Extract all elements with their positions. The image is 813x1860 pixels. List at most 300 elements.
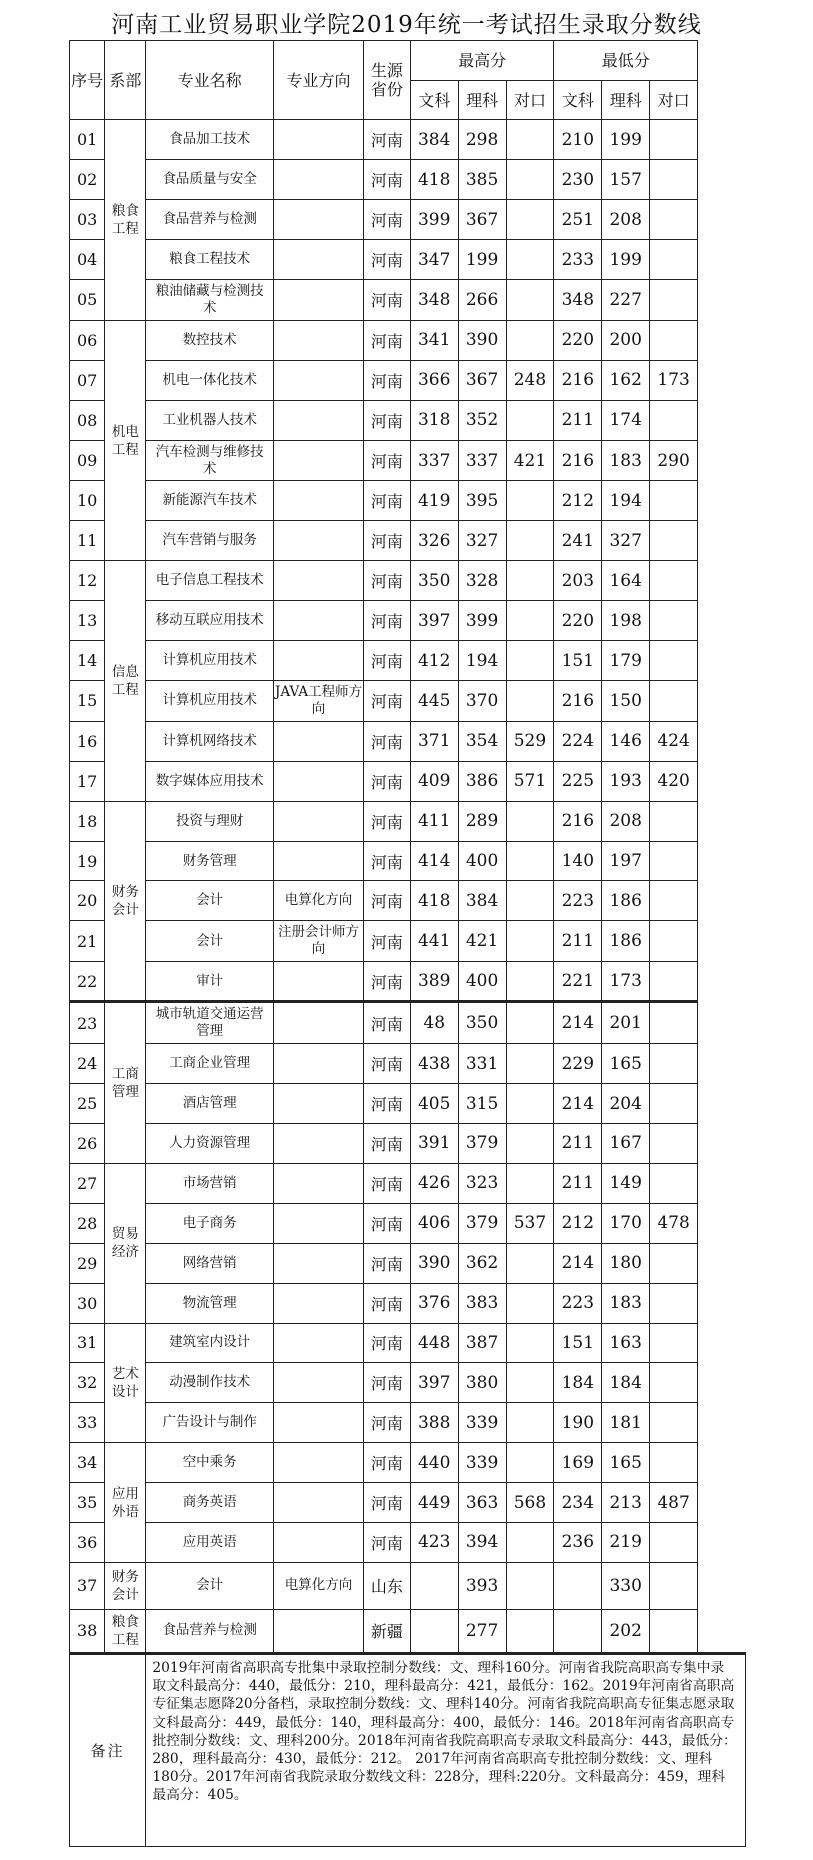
table-row [70,1283,746,1323]
seq-cell: 12 [70,561,105,601]
max-wen-cell: 414 [410,841,458,881]
max-li-cell: 194 [458,641,506,681]
max-li-cell: 395 [458,481,506,521]
max-duikou-cell [506,680,554,721]
max-duikou-cell [506,561,554,601]
min-duikou-cell [650,641,698,681]
major-cell: 计算机网络技术 [146,721,274,761]
max-li-cell: 298 [458,120,506,160]
seq-cell: 28 [70,1203,105,1243]
table-row [70,1443,746,1483]
min-li-cell: 198 [602,601,650,641]
max-duikou-cell [506,1283,554,1323]
max-duikou-cell [506,1523,554,1563]
max-wen-cell: 406 [410,1203,458,1243]
min-duikou-cell [650,521,698,561]
major-cell: 机电一体化技术 [146,360,274,400]
min-li-cell: 179 [602,641,650,681]
seq-cell: 21 [70,921,105,962]
max-duikou-cell [506,1123,554,1163]
major-cell: 会计 [146,881,274,921]
max-wen-cell: 348 [410,280,458,321]
seq-cell: 37 [70,1562,105,1609]
province-cell: 河南 [364,1283,411,1323]
min-li-cell: 186 [602,921,650,962]
max-duikou-cell [506,801,554,841]
seq-cell: 01 [70,120,105,160]
max-duikou-cell [506,1163,554,1203]
header-major: 专业名称 [146,41,274,120]
table-row [70,761,746,801]
major-cell: 会计 [146,1562,274,1609]
note-row [70,1653,746,1846]
table-row [70,280,746,321]
max-li-cell: 331 [458,1044,506,1084]
max-li-cell: 394 [458,1523,506,1563]
max-li-cell: 339 [458,1443,506,1483]
min-duikou-cell [650,1163,698,1203]
header-province: 生源省份 [364,41,411,120]
direction-cell: 注册会计师方向 [274,921,364,962]
direction-cell [274,200,364,240]
province-cell: 河南 [364,721,411,761]
major-cell: 物流管理 [146,1283,274,1323]
seq-cell: 17 [70,761,105,801]
province-cell: 河南 [364,360,411,400]
seq-cell: 09 [70,440,105,481]
direction-cell [274,721,364,761]
min-li-cell: 167 [602,1123,650,1163]
direction-cell [274,1243,364,1283]
max-duikou-cell [506,400,554,440]
table-row [70,921,746,962]
max-duikou-cell [506,1562,554,1609]
min-li-cell: 162 [602,360,650,400]
direction-cell [274,1203,364,1243]
dept-cell: 艺术设计 [105,1323,146,1443]
seq-cell: 16 [70,721,105,761]
min-duikou-cell [650,1044,698,1084]
max-wen-cell: 423 [410,1523,458,1563]
direction-cell [274,1523,364,1563]
min-li-cell: 181 [602,1403,650,1443]
min-duikou-cell [650,1363,698,1403]
province-cell: 河南 [364,521,411,561]
max-li-cell: 386 [458,761,506,801]
seq-cell: 02 [70,160,105,200]
min-duikou-cell [650,160,698,200]
min-duikou-cell [650,200,698,240]
province-cell: 河南 [364,641,411,681]
min-duikou-cell: 487 [650,1483,698,1523]
min-duikou-cell [650,841,698,881]
province-cell: 河南 [364,601,411,641]
min-wen-cell: 140 [554,841,602,881]
max-duikou-cell: 421 [506,440,554,481]
dept-cell: 机电工程 [105,320,146,560]
min-li-cell: 199 [602,120,650,160]
max-wen-cell: 412 [410,641,458,681]
max-li-cell: 367 [458,360,506,400]
min-duikou-cell: 173 [650,360,698,400]
major-cell: 数控技术 [146,320,274,360]
min-duikou-cell [650,481,698,521]
province-cell: 河南 [364,160,411,200]
min-li-cell: 193 [602,761,650,801]
min-duikou-cell [650,1323,698,1363]
min-wen-cell: 223 [554,881,602,921]
max-li-cell: 400 [458,962,506,1002]
min-li-cell: 165 [602,1443,650,1483]
seq-cell: 18 [70,801,105,841]
dept-cell: 应用外语 [105,1443,146,1563]
max-li-cell: 266 [458,280,506,321]
max-li-cell: 362 [458,1243,506,1283]
min-duikou-cell [650,1403,698,1443]
min-wen-cell: 216 [554,360,602,400]
direction-cell [274,240,364,280]
seq-cell: 38 [70,1609,105,1653]
direction-cell [274,1609,364,1653]
seq-cell: 08 [70,400,105,440]
direction-cell [274,1123,364,1163]
major-cell: 空中乘务 [146,1443,274,1483]
dept-cell: 粮食工程 [105,1609,146,1653]
note-label: 备注 [70,1653,146,1846]
max-duikou-cell [506,280,554,321]
max-li-cell: 383 [458,1283,506,1323]
min-wen-cell: 241 [554,521,602,561]
min-wen-cell: 210 [554,120,602,160]
min-wen-cell: 211 [554,1163,602,1203]
province-cell: 山东 [364,1562,411,1609]
seq-cell: 04 [70,240,105,280]
score-table [69,40,746,1847]
max-li-cell: 380 [458,1363,506,1403]
province-cell: 河南 [364,400,411,440]
max-duikou-cell [506,841,554,881]
province-cell: 新疆 [364,1609,411,1653]
province-cell: 河南 [364,561,411,601]
min-li-cell: 327 [602,521,650,561]
max-li-cell: 199 [458,240,506,280]
major-cell: 电子信息工程技术 [146,561,274,601]
seq-cell: 26 [70,1123,105,1163]
table-row [70,1562,746,1609]
table-row [70,680,746,721]
min-wen-cell: 211 [554,400,602,440]
seq-cell: 15 [70,680,105,721]
major-cell: 食品营养与检测 [146,200,274,240]
seq-cell: 31 [70,1323,105,1363]
max-li-cell: 339 [458,1403,506,1443]
major-cell: 人力资源管理 [146,1123,274,1163]
max-wen-cell: 440 [410,1443,458,1483]
min-wen-cell: 251 [554,200,602,240]
min-duikou-cell [650,280,698,321]
table-row [70,200,746,240]
province-cell: 河南 [364,280,411,321]
table-row [70,120,746,160]
major-cell: 投资与理财 [146,801,274,841]
max-li-cell: 387 [458,1323,506,1363]
table-row [70,561,746,601]
province-cell: 河南 [364,1523,411,1563]
min-li-cell: 186 [602,881,650,921]
province-cell: 河南 [364,921,411,962]
min-duikou-cell: 424 [650,721,698,761]
max-wen-cell: 347 [410,240,458,280]
direction-cell [274,761,364,801]
max-duikou-cell [506,160,554,200]
min-wen-cell: 348 [554,280,602,321]
table-row [70,320,746,360]
min-duikou-cell [650,400,698,440]
min-duikou-cell [650,1243,698,1283]
seq-cell: 20 [70,881,105,921]
direction-cell [274,601,364,641]
table-row [70,1044,746,1084]
province-cell: 河南 [364,1403,411,1443]
max-duikou-cell: 571 [506,761,554,801]
max-duikou-cell [506,120,554,160]
major-cell: 电子商务 [146,1203,274,1243]
table-row [70,1203,746,1243]
table-row [70,481,746,521]
seq-cell: 06 [70,320,105,360]
major-cell: 数字媒体应用技术 [146,761,274,801]
max-wen-cell: 350 [410,561,458,601]
direction-cell [274,1044,364,1084]
max-duikou-cell [506,641,554,681]
min-duikou-cell [650,1002,698,1044]
min-duikou-cell [650,1523,698,1563]
max-li-cell: 393 [458,1562,506,1609]
province-cell: 河南 [364,1363,411,1403]
direction-cell: 电算化方向 [274,1562,364,1609]
direction-cell: 电算化方向 [274,881,364,921]
major-cell: 财务管理 [146,841,274,881]
table-row [70,160,746,200]
major-cell: 工商企业管理 [146,1044,274,1084]
direction-cell: JAVA工程师方向 [274,680,364,721]
direction-cell [274,1323,364,1363]
major-cell: 应用英语 [146,1523,274,1563]
province-cell: 河南 [364,1203,411,1243]
max-wen-cell: 371 [410,721,458,761]
header-max-wen: 文科 [410,80,458,120]
max-wen-cell: 448 [410,1323,458,1363]
direction-cell [274,641,364,681]
seq-cell: 10 [70,481,105,521]
province-cell: 河南 [364,1163,411,1203]
note-text: 2019年河南省高职高专批集中录取控制分数线：文、理科160分。河南省我院高职高专集中录取文科最高分：440，最低分：210，理科最高分：421，最低分：162。2019年河南省高职高专征集志愿降20分备档，录取控制分数线：文、理科140分。河南省我院高职高专征集志愿录取文科最高分：449，最低分：140，理科最高分：400，最低分：146。2018年河南省高职高专批控制分数线：文、理科200分。2018年河南省我院高职高专录取文科最高分：443，最低分：280，理科最高分：430，最低分：212。 2017年河南省高职高专批控制分数线：文、理科180分。2017年河南省我院录取分数线文科：228分，理科:220分。文科最高分：459，理科最高分：405。 [146,1653,746,1846]
min-duikou-cell [650,1562,698,1609]
header-min-li: 理科 [602,80,650,120]
seq-cell: 27 [70,1163,105,1203]
min-li-cell: 146 [602,721,650,761]
major-cell: 食品营养与检测 [146,1609,274,1653]
seq-cell: 05 [70,280,105,321]
min-wen-cell: 214 [554,1002,602,1044]
min-wen-cell: 211 [554,1123,602,1163]
min-duikou-cell [650,1443,698,1483]
header-dept: 系部 [105,41,146,120]
direction-cell [274,962,364,1002]
max-wen-cell [410,1562,458,1609]
max-wen-cell: 384 [410,120,458,160]
min-wen-cell: 223 [554,1283,602,1323]
max-li-cell: 370 [458,680,506,721]
major-cell: 工业机器人技术 [146,400,274,440]
max-wen-cell: 441 [410,921,458,962]
max-wen-cell: 341 [410,320,458,360]
major-cell: 移动互联应用技术 [146,601,274,641]
min-duikou-cell [650,1084,698,1124]
max-wen-cell: 366 [410,360,458,400]
max-wen-cell: 376 [410,1283,458,1323]
direction-cell [274,521,364,561]
min-duikou-cell [650,680,698,721]
min-li-cell: 219 [602,1523,650,1563]
min-li-cell: 197 [602,841,650,881]
max-li-cell: 352 [458,400,506,440]
province-cell: 河南 [364,1483,411,1523]
direction-cell [274,1443,364,1483]
max-wen-cell: 397 [410,1363,458,1403]
header-max-duikou: 对口 [506,80,554,120]
min-li-cell: 157 [602,160,650,200]
major-cell: 市场营销 [146,1163,274,1203]
max-duikou-cell [506,1443,554,1483]
max-duikou-cell [506,1609,554,1653]
max-wen-cell: 418 [410,160,458,200]
max-li-cell: 323 [458,1163,506,1203]
province-cell: 河南 [364,320,411,360]
max-wen-cell: 318 [410,400,458,440]
table-row [70,641,746,681]
min-li-cell: 208 [602,200,650,240]
table-row [70,1123,746,1163]
direction-cell [274,1002,364,1044]
max-wen-cell: 391 [410,1123,458,1163]
direction-cell [274,400,364,440]
direction-cell [274,1483,364,1523]
table-row [70,841,746,881]
table-row [70,440,746,481]
province-cell: 河南 [364,881,411,921]
min-li-cell: 184 [602,1363,650,1403]
max-li-cell: 384 [458,881,506,921]
max-duikou-cell [506,962,554,1002]
max-wen-cell: 388 [410,1403,458,1443]
seq-cell: 36 [70,1523,105,1563]
max-duikou-cell [506,921,554,962]
max-duikou-cell [506,200,554,240]
max-wen-cell: 438 [410,1044,458,1084]
max-duikou-cell [506,601,554,641]
max-li-cell: 379 [458,1203,506,1243]
max-li-cell: 354 [458,721,506,761]
min-wen-cell: 203 [554,561,602,601]
province-cell: 河南 [364,481,411,521]
seq-cell: 22 [70,962,105,1002]
table-row [70,1163,746,1203]
min-li-cell: 164 [602,561,650,601]
max-wen-cell: 426 [410,1163,458,1203]
header-direction: 专业方向 [274,41,364,120]
seq-cell: 13 [70,601,105,641]
min-duikou-cell [650,921,698,962]
province-cell: 河南 [364,1123,411,1163]
table-row [70,1363,746,1403]
table-row [70,1002,746,1044]
dept-cell: 信息工程 [105,561,146,801]
dept-cell: 财务会计 [105,801,146,1001]
table-row [70,1403,746,1443]
header-min-wen: 文科 [554,80,602,120]
max-duikou-cell [506,1363,554,1403]
min-li-cell: 163 [602,1323,650,1363]
direction-cell [274,481,364,521]
max-duikou-cell [506,881,554,921]
min-wen-cell: 151 [554,641,602,681]
max-li-cell: 328 [458,561,506,601]
min-wen-cell: 220 [554,320,602,360]
max-wen-cell [410,1609,458,1653]
min-duikou-cell: 290 [650,440,698,481]
max-duikou-cell [506,1243,554,1283]
min-wen-cell: 212 [554,1203,602,1243]
max-wen-cell: 409 [410,761,458,801]
min-wen-cell: 151 [554,1323,602,1363]
seq-cell: 23 [70,1002,105,1044]
province-cell: 河南 [364,680,411,721]
table-row [70,1243,746,1283]
max-wen-cell: 397 [410,601,458,641]
min-wen-cell: 224 [554,721,602,761]
table-row [70,881,746,921]
seq-cell: 14 [70,641,105,681]
min-duikou-cell [650,120,698,160]
table-row [70,240,746,280]
max-li-cell: 315 [458,1084,506,1124]
min-duikou-cell [650,320,698,360]
table-row [70,801,746,841]
seq-cell: 32 [70,1363,105,1403]
max-wen-cell: 389 [410,962,458,1002]
table-row [70,521,746,561]
min-li-cell: 208 [602,801,650,841]
major-cell: 审计 [146,962,274,1002]
province-cell: 河南 [364,1323,411,1363]
province-cell: 河南 [364,440,411,481]
max-wen-cell: 48 [410,1002,458,1044]
max-wen-cell: 405 [410,1084,458,1124]
max-wen-cell: 449 [410,1483,458,1523]
max-duikou-cell [506,1323,554,1363]
max-wen-cell: 337 [410,440,458,481]
header-min-duikou: 对口 [650,80,698,120]
province-cell: 河南 [364,1084,411,1124]
max-li-cell: 350 [458,1002,506,1044]
max-duikou-cell: 537 [506,1203,554,1243]
min-li-cell: 170 [602,1203,650,1243]
max-duikou-cell: 529 [506,721,554,761]
min-duikou-cell [650,881,698,921]
table-row [70,721,746,761]
min-wen-cell: 211 [554,921,602,962]
